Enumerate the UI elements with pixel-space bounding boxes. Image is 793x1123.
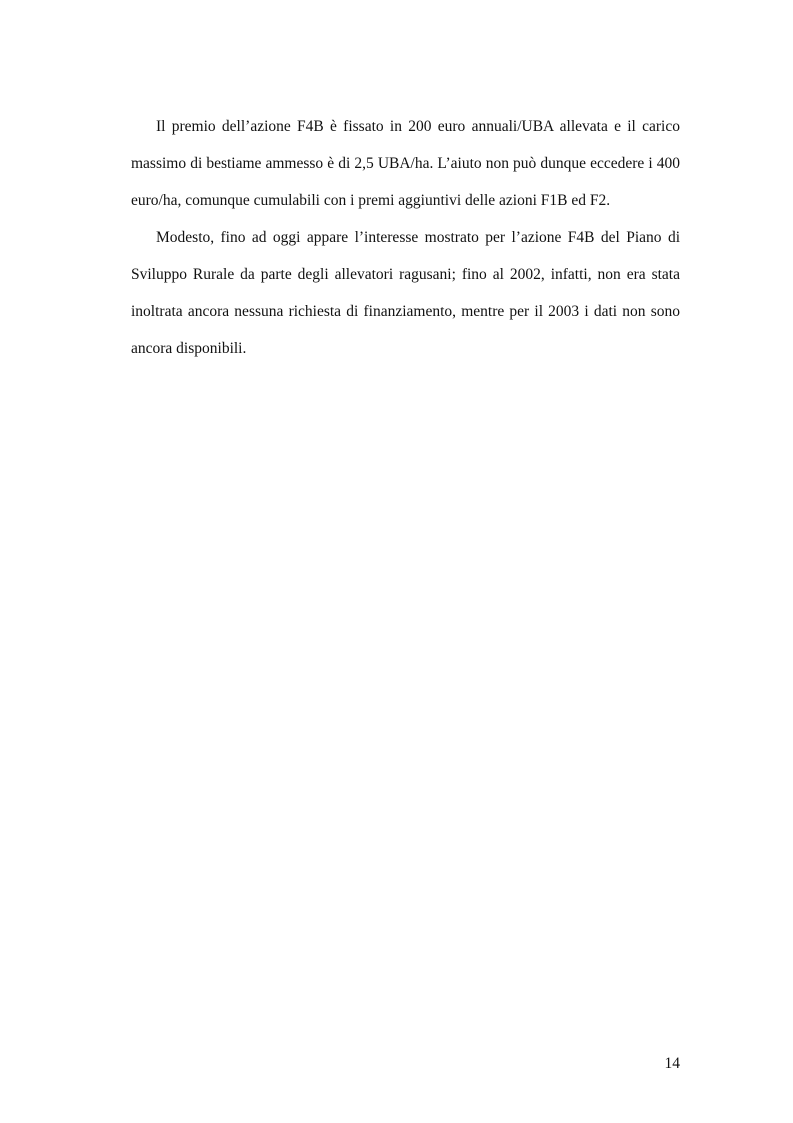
paragraph-interesse-f4b: Modesto, fino ad oggi appare l’interesse mostrato per l’azione F4B del Piano di Sviluppo Rurale da parte degli allevatori ragusani; fino al 2002, infatti, non era stata inoltrata ancora nessuna richiesta di finanziamento, mentre per il 2003 i dati non sono ancora disponibili. [131,229,680,357]
document-body [131,108,680,367]
page-number: 14 [664,1055,680,1072]
paragraph-premio-f4b: Il premio dell’azione F4B è fissato in 200 euro annuali/UBA allevata e il carico massimo di bestiame ammesso è di 2,5 UBA/ha. L’aiuto non può dunque eccedere i 400 euro/ha, comunque cumulabili con i premi aggiuntivi delle azioni F1B ed F2. [131,118,680,209]
